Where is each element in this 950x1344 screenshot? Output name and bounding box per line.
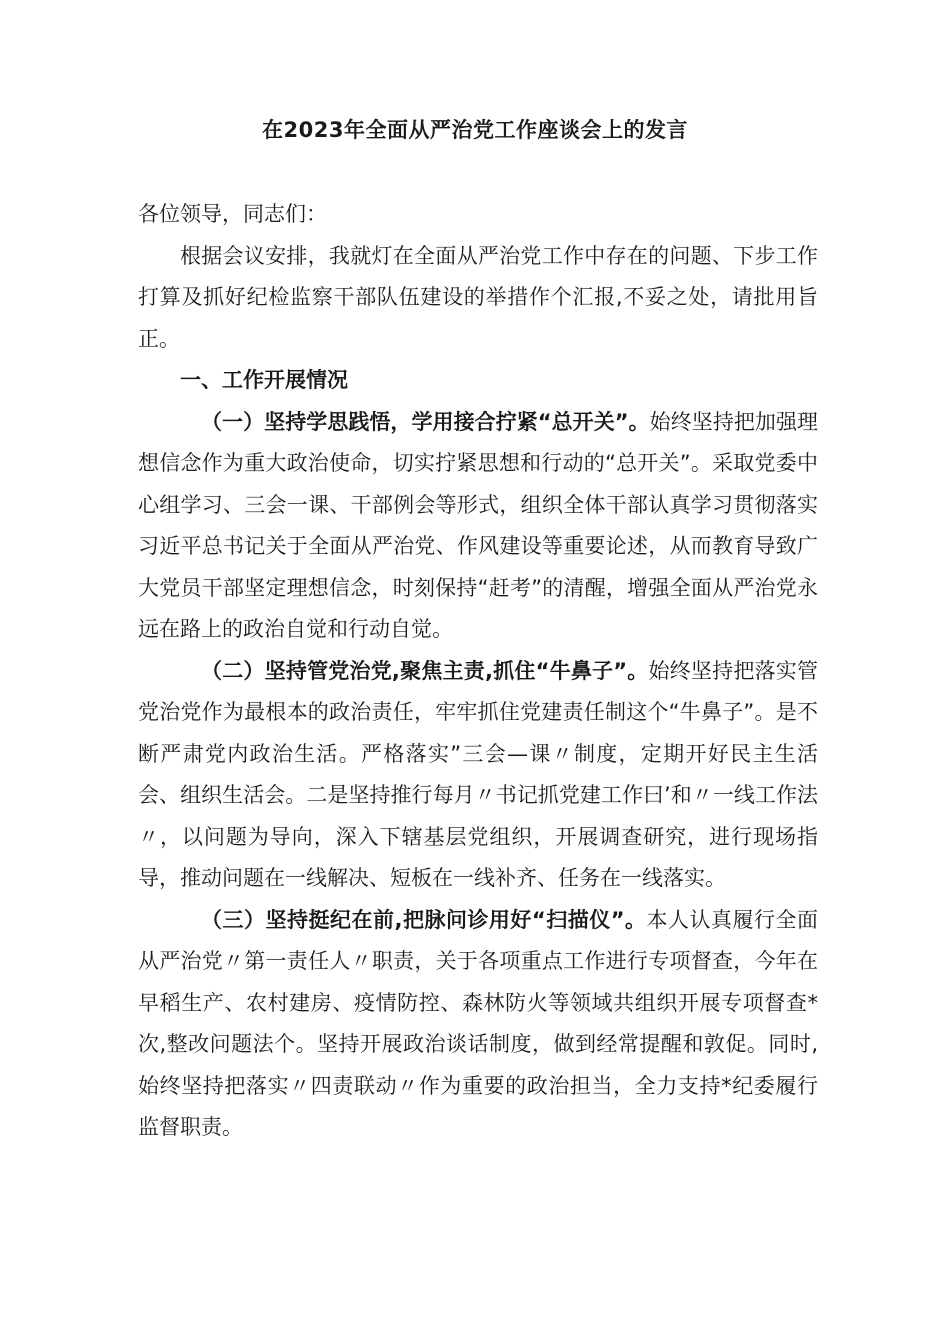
intro-paragraph: 根据会议安排，我就灯在全面从严治党工作中存在的问题、下步工作打算及抓好纪检监察干部队伍建设的举措作个汇报,不妥之处，请批用旨正。	[138, 243, 818, 351]
item-text: 本人认真履行全面从严治党〃第一责任人〃职责，关于各项重点工作进行专项督查，今年在早稻生产、农村建房、疫情防控、森林防火等领域共组织开展专项督查*次,整改问题法个。坚持开展政治谈话制度，做到经常提醒和敦促。同时,始终坚持把落实〃四责联动〃作为重要的政治担当，全力支持*纪委履行监督职责。	[138, 907, 818, 1139]
item-text: 始终坚持把落实管党治党作为最根本的政治责任，牢牢抓住党建责任制这个“牛鼻子”。是不断严肃党内政治生活。严格落实”三会—课〃制度，定期开好民主生活会、组织生活会。二是坚持推行每月〃书记抓党建工作曰’和〃一线工作法〃，以问题为导向，深入下辖基层党组织，开展调查研究，进行现场指导，推动问题在一线解决、短板在一线补齐、任务在一线落实。	[138, 658, 819, 890]
section-heading: 一、工作开展情况	[180, 368, 348, 392]
item-paragraph-1	[138, 402, 818, 651]
item-text: 始终坚持把加强理想信念作为重大政治使命，切实拧紧思想和行动的“总开关”。采取党委中心组学习、三会一课、干部例会等形式，组织全体干部认真学习贯彻落实习近平总书记关于全面从严治党、作风建设等重要论述，从而教育导致广大党员干部坚定理想信念，时刻保持“赶考”的清醒，增强全面从严治党永远在路上的政治自觉和行动自觉。	[138, 409, 819, 641]
item-lead: （三）坚持挺纪在前,把脉问诊用好“扫描仪”。	[201, 907, 647, 932]
item-paragraph-2	[138, 651, 818, 900]
document-title: 在2023年全面从严治党工作座谈会上的发言	[262, 118, 688, 142]
item-lead: （一）坚持学思践悟，学用接合拧紧“总开关”。	[201, 409, 650, 434]
item-lead: （二）坚持管党治党,聚焦主责,抓住“牛鼻子”。	[201, 658, 649, 683]
document-body	[138, 194, 818, 1149]
salutation: 各位领导，同志们：	[138, 202, 327, 226]
item-paragraph-3	[138, 900, 818, 1149]
